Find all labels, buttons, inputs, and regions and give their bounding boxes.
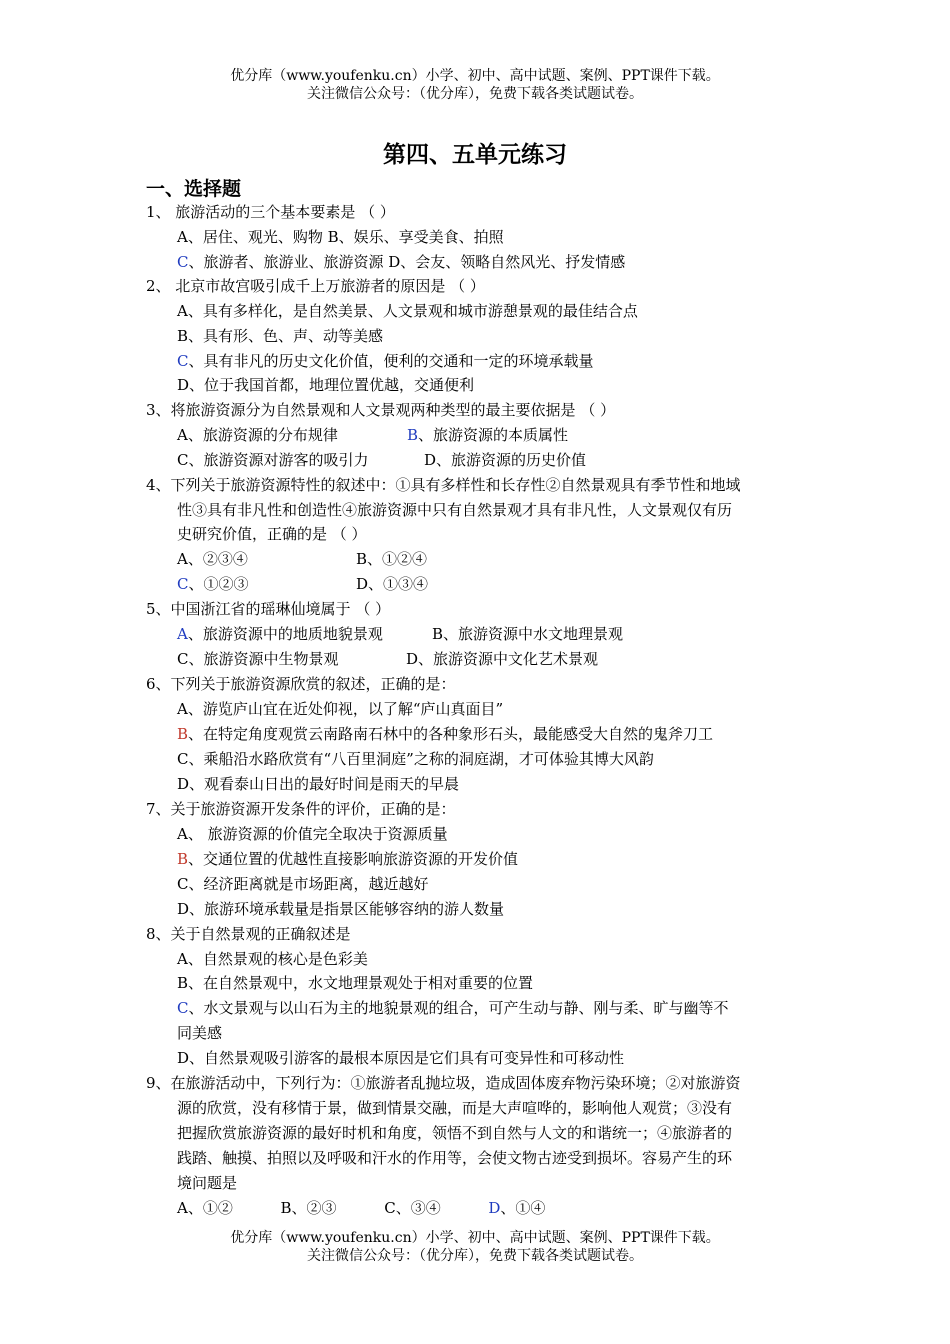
question-8-stem: 8、关于自然景观的正确叙述是 bbox=[146, 925, 351, 943]
answer-mark: B bbox=[177, 725, 189, 743]
answer-mark: B bbox=[407, 426, 419, 444]
question-8-option-c-continued: 同美感 bbox=[177, 1024, 223, 1042]
question-6-option-c: C、乘船沿水路欣赏有“八百里洞庭”之称的洞庭湖，才可体验其博大风韵 bbox=[177, 750, 654, 768]
document-title: 第四、五单元练习 bbox=[383, 142, 567, 168]
question-7-option-a: A、 旅游资源的价值完全取决于资源质量 bbox=[177, 825, 448, 843]
question-9-stem-line-5: 境问题是 bbox=[177, 1174, 238, 1192]
question-2-option-b: B、具有形、色、声、动等美感 bbox=[177, 327, 384, 345]
question-5-option-a: A、旅游资源中的地质地貌景观 bbox=[177, 625, 383, 643]
answer-mark: C bbox=[177, 352, 189, 370]
question-7-option-b: B、交通位置的优越性直接影响旅游资源的开发价值 bbox=[177, 850, 519, 868]
question-9-stem-line-3: 把握欣赏旅游资源的最好时机和角度，领悟不到自然与人文的和谐统一；④旅游者的 bbox=[177, 1124, 733, 1142]
question-4-option-c: C、①②③ bbox=[177, 575, 249, 593]
question-7-option-c: C、经济距离就是市场距离，越近越好 bbox=[177, 875, 429, 893]
question-5-stem: 5、中国浙江省的瑶琳仙境属于 （ ） bbox=[146, 600, 391, 618]
answer-mark: C bbox=[177, 999, 189, 1017]
question-7-option-d: D、旅游环境承载量是指景区能够容纳的游人数量 bbox=[177, 900, 505, 918]
answer-mark: D bbox=[488, 1199, 501, 1217]
question-3-option-d: D、旅游资源的历史价值 bbox=[424, 451, 587, 469]
question-2-option-d: D、位于我国首都，地理位置优越，交通便利 bbox=[177, 376, 475, 394]
question-5-option-c: C、旅游资源中生物景观 bbox=[177, 650, 339, 668]
answer-mark: B bbox=[177, 850, 189, 868]
question-4-stem-line-1: 4、下列关于旅游资源特性的叙述中：①具有多样性和长存性②自然景观具有季节性和地域 bbox=[146, 476, 741, 494]
question-5-option-b: B、旅游资源中水文地理景观 bbox=[432, 625, 624, 643]
question-8-option-c: C、水文景观与以山石为主的地貌景观的组合，可产生动与静、刚与柔、旷与幽等不 bbox=[177, 999, 729, 1017]
answer-mark: C bbox=[177, 575, 189, 593]
page-header bbox=[0, 67, 950, 103]
question-6-option-d: D、观看泰山日出的最好时间是雨天的早晨 bbox=[177, 775, 460, 793]
header-line-2: 关注微信公众号：（优分库），免费下载各类试题试卷。 bbox=[307, 86, 643, 102]
question-6-stem: 6、下列关于旅游资源欣赏的叙述，正确的是： bbox=[146, 675, 456, 693]
question-3-option-a: A、旅游资源的分布规律 bbox=[177, 426, 338, 444]
question-4-stem-line-3: 史研究价值，正确的是 （ ） bbox=[177, 525, 367, 543]
question-4-option-d: D、①③④ bbox=[356, 575, 429, 593]
question-1-stem: 1、 旅游活动的三个基本要素是 （ ） bbox=[146, 203, 395, 221]
footer-line-1: 优分库（www.youfenku.cn）小学、初中、高中试题、案例、PPT课件下载。 bbox=[230, 1230, 720, 1246]
question-1-options-cd: C、旅游者、旅游业、旅游资源 D、会友、领略自然风光、抒发情感 bbox=[177, 253, 626, 271]
question-9-stem-line-1: 9、在旅游活动中，下列行为：①旅游者乱抛垃圾，造成固体废弃物污染环境；②对旅游资 bbox=[146, 1074, 741, 1092]
question-2-option-c: C、具有非凡的历史文化价值，便利的交通和一定的环境承载量 bbox=[177, 352, 594, 370]
question-8-option-a: A、自然景观的核心是色彩美 bbox=[177, 950, 368, 968]
question-9-stem-line-2: 源的欣赏，没有移情于景，做到情景交融，而是大声喧哗的，影响他人观赏；③没有 bbox=[177, 1099, 733, 1117]
question-9-options: A、①② B、②③ C、③④ D、①④ bbox=[177, 1199, 546, 1217]
answer-mark: C bbox=[177, 253, 189, 271]
question-6-option-b: B、在特定角度观赏云南路南石林中的各种象形石头，最能感受大自然的鬼斧刀工 bbox=[177, 725, 714, 743]
question-4-option-a: A、②③④ bbox=[177, 550, 248, 568]
question-3-option-b: B、旅游资源的本质属性 bbox=[407, 426, 569, 444]
section-heading: 一、选择题 bbox=[146, 178, 242, 200]
question-8-option-d: D、自然景观吸引游客的最根本原因是它们具有可变异性和可移动性 bbox=[177, 1049, 625, 1067]
question-2-stem: 2、 北京市故宫吸引成千上万旅游者的原因是 （ ） bbox=[146, 277, 485, 295]
question-5-option-d: D、旅游资源中文化艺术景观 bbox=[406, 650, 599, 668]
question-4-stem-line-2: 性③具有非凡性和创造性④旅游资源中只有自然景观才具有非凡性，人文景观仅有历 bbox=[177, 501, 733, 519]
question-3-stem: 3、将旅游资源分为自然景观和人文景观两种类型的最主要依据是 （ ） bbox=[146, 401, 616, 419]
question-2-option-a: A、具有多样化，是自然美景、人文景观和城市游憩景观的最佳结合点 bbox=[177, 302, 638, 320]
question-4-option-b: B、①②④ bbox=[356, 550, 428, 568]
question-8-option-b: B、在自然景观中，水文地理景观处于相对重要的位置 bbox=[177, 974, 534, 992]
question-6-option-a: A、游览庐山宜在近处仰视，以了解“庐山真面目” bbox=[177, 700, 504, 718]
question-1-options-ab: A、居住、观光、购物 B、娱乐、享受美食、拍照 bbox=[177, 228, 504, 246]
footer-line-2: 关注微信公众号：（优分库），免费下载各类试题试卷。 bbox=[307, 1248, 643, 1264]
question-7-stem: 7、关于旅游资源开发条件的评价，正确的是： bbox=[146, 800, 456, 818]
page-footer bbox=[0, 1229, 950, 1265]
question-3-option-c: C、旅游资源对游客的吸引力 bbox=[177, 451, 369, 469]
question-9-stem-line-4: 践踏、触摸、拍照以及呼吸和汗水的作用等，会使文物古迹受到损坏。容易产生的环 bbox=[177, 1149, 733, 1167]
answer-mark: A bbox=[177, 625, 188, 643]
header-line-1: 优分库（www.youfenku.cn）小学、初中、高中试题、案例、PPT课件下载。 bbox=[230, 68, 720, 84]
